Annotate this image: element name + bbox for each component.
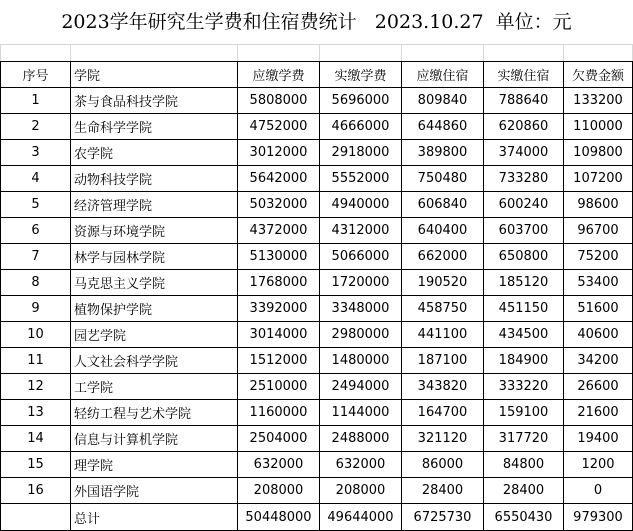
cell-housing-due[interactable]: 458750 (402, 296, 484, 322)
cell-tuition-due[interactable]: 3392000 (238, 296, 320, 322)
cell-housing-paid[interactable]: 6550430 (484, 504, 564, 531)
table-row (1, 478, 633, 504)
table-row (1, 166, 633, 192)
cell-tuition-due[interactable]: 5032000 (238, 192, 320, 218)
cell-housing-paid[interactable]: 451150 (484, 296, 564, 322)
cell-arrears[interactable]: 75200 (564, 244, 633, 270)
cell-tuition-due[interactable]: 1768000 (238, 270, 320, 296)
cell-tuition-due[interactable]: 5808000 (238, 88, 320, 114)
cell-index[interactable]: 7 (1, 244, 71, 270)
cell-index[interactable]: 11 (1, 348, 71, 374)
table-row (1, 192, 633, 218)
cell-housing-paid[interactable]: 733280 (484, 166, 564, 192)
table-row (1, 322, 633, 348)
cell-college[interactable]: 经济管理学院 (71, 192, 238, 218)
cell-housing-due[interactable]: 809840 (402, 88, 484, 114)
fee-table (0, 61, 633, 531)
cell-tuition-paid[interactable]: 4940000 (320, 192, 402, 218)
cell-tuition-paid[interactable]: 2918000 (320, 140, 402, 166)
cell-index[interactable] (1, 504, 71, 531)
cell-housing-due[interactable]: 187100 (402, 348, 484, 374)
cell-tuition-paid[interactable]: 5552000 (320, 166, 402, 192)
cell-arrears[interactable]: 34200 (564, 348, 633, 374)
cell-college[interactable]: 信息与计算机学院 (71, 426, 238, 452)
cell-index[interactable]: 15 (1, 452, 71, 478)
cell-tuition-due[interactable]: 5130000 (238, 244, 320, 270)
cell-housing-paid[interactable]: 317720 (484, 426, 564, 452)
cell-college[interactable]: 生命科学学院 (71, 114, 238, 140)
cell-tuition-due[interactable]: 1512000 (238, 348, 320, 374)
cell-housing-due[interactable]: 389800 (402, 140, 484, 166)
cell-tuition-paid[interactable]: 2980000 (320, 322, 402, 348)
cell-housing-paid[interactable]: 788640 (484, 88, 564, 114)
cell-tuition-due[interactable]: 632000 (238, 452, 320, 478)
cell-housing-paid[interactable]: 184900 (484, 348, 564, 374)
cell-arrears[interactable]: 133200 (564, 88, 633, 114)
cell-arrears[interactable]: 0 (564, 478, 633, 504)
cell-housing-due[interactable]: 750480 (402, 166, 484, 192)
table-row (1, 244, 633, 270)
cell-arrears[interactable]: 26600 (564, 374, 633, 400)
cell-housing-due[interactable]: 662000 (402, 244, 484, 270)
cell-tuition-due[interactable]: 2504000 (238, 426, 320, 452)
gridline (237, 45, 238, 62)
cell-college[interactable]: 理学院 (71, 452, 238, 478)
cell-housing-due[interactable]: 28400 (402, 478, 484, 504)
cell-college[interactable]: 林学与园林学院 (71, 244, 238, 270)
cell-index[interactable]: 6 (1, 218, 71, 244)
cell-college[interactable]: 马克思主义学院 (71, 270, 238, 296)
cell-housing-due[interactable]: 321120 (402, 426, 484, 452)
table-row (1, 452, 633, 478)
cell-tuition-due[interactable]: 208000 (238, 478, 320, 504)
cell-housing-due[interactable]: 343820 (402, 374, 484, 400)
cell-housing-paid[interactable]: 600240 (484, 192, 564, 218)
cell-housing-due[interactable]: 86000 (402, 452, 484, 478)
cell-arrears[interactable]: 979300 (564, 504, 633, 531)
cell-arrears[interactable]: 98600 (564, 192, 633, 218)
cell-college[interactable]: 资源与环境学院 (71, 218, 238, 244)
header-arrears[interactable]: 欠费金额 (564, 62, 633, 88)
cell-index[interactable]: 9 (1, 296, 71, 322)
cell-housing-due[interactable]: 164700 (402, 400, 484, 426)
cell-housing-due[interactable]: 6725730 (402, 504, 484, 531)
cell-arrears[interactable]: 40600 (564, 322, 633, 348)
gridline (70, 45, 71, 62)
total-row (1, 504, 633, 531)
cell-housing-paid[interactable]: 603700 (484, 218, 564, 244)
cell-housing-paid[interactable]: 374000 (484, 140, 564, 166)
cell-college[interactable]: 农学院 (71, 140, 238, 166)
cell-tuition-paid[interactable]: 1144000 (320, 400, 402, 426)
table-row (1, 114, 633, 140)
cell-arrears[interactable]: 1200 (564, 452, 633, 478)
cell-tuition-paid[interactable]: 1480000 (320, 348, 402, 374)
cell-index[interactable]: 8 (1, 270, 71, 296)
table-row (1, 270, 633, 296)
cell-tuition-paid[interactable]: 5066000 (320, 244, 402, 270)
table-row (1, 218, 633, 244)
gridline (0, 45, 1, 62)
cell-arrears[interactable]: 51600 (564, 296, 633, 322)
cell-arrears[interactable]: 110000 (564, 114, 633, 140)
header-tuition-due[interactable]: 应缴学费 (238, 62, 320, 88)
cell-arrears[interactable]: 109800 (564, 140, 633, 166)
cell-tuition-due[interactable]: 1160000 (238, 400, 320, 426)
blank-row (0, 44, 633, 62)
cell-housing-paid[interactable]: 28400 (484, 478, 564, 504)
cell-index[interactable]: 13 (1, 400, 71, 426)
cell-index[interactable]: 10 (1, 322, 71, 348)
cell-housing-paid[interactable]: 650800 (484, 244, 564, 270)
cell-arrears[interactable]: 96700 (564, 218, 633, 244)
header-college[interactable]: 学院 (71, 62, 238, 88)
cell-tuition-paid[interactable]: 1720000 (320, 270, 402, 296)
cell-college[interactable]: 工学院 (71, 374, 238, 400)
cell-housing-paid[interactable]: 159100 (484, 400, 564, 426)
cell-housing-due[interactable]: 644860 (402, 114, 484, 140)
sheet-title: 2023学年研究生学费和住宿费统计 2023.10.27 单位：元 (61, 11, 572, 33)
cell-tuition-due[interactable]: 2510000 (238, 374, 320, 400)
gridline (483, 45, 484, 62)
table-row (1, 296, 633, 322)
cell-housing-due[interactable]: 640400 (402, 218, 484, 244)
cell-housing-paid[interactable]: 333220 (484, 374, 564, 400)
cell-index[interactable]: 3 (1, 140, 71, 166)
cell-index[interactable]: 16 (1, 478, 71, 504)
table-row (1, 140, 633, 166)
cell-index[interactable]: 12 (1, 374, 71, 400)
cell-housing-paid[interactable]: 620860 (484, 114, 564, 140)
cell-housing-due[interactable]: 606840 (402, 192, 484, 218)
cell-tuition-paid[interactable]: 49644000 (320, 504, 402, 531)
cell-arrears[interactable]: 21600 (564, 400, 633, 426)
cell-college[interactable]: 人文社会科学学院 (71, 348, 238, 374)
cell-index[interactable]: 14 (1, 426, 71, 452)
cell-housing-due[interactable]: 190520 (402, 270, 484, 296)
cell-college[interactable]: 总计 (71, 504, 238, 531)
table-row (1, 374, 633, 400)
table-row (1, 88, 633, 114)
cell-tuition-paid[interactable]: 4312000 (320, 218, 402, 244)
cell-housing-paid[interactable]: 84800 (484, 452, 564, 478)
cell-index[interactable]: 5 (1, 192, 71, 218)
cell-index[interactable]: 4 (1, 166, 71, 192)
gridline (563, 45, 564, 62)
header-row (1, 62, 633, 88)
cell-housing-due[interactable]: 441100 (402, 322, 484, 348)
cell-college[interactable]: 茶与食品科技学院 (71, 88, 238, 114)
cell-college[interactable]: 外国语学院 (71, 478, 238, 504)
cell-tuition-paid[interactable]: 2494000 (320, 374, 402, 400)
cell-tuition-due[interactable]: 3014000 (238, 322, 320, 348)
table-row (1, 400, 633, 426)
cell-index[interactable]: 2 (1, 114, 71, 140)
header-index[interactable]: 序号 (1, 62, 71, 88)
cell-housing-paid[interactable]: 185120 (484, 270, 564, 296)
cell-tuition-due[interactable]: 4752000 (238, 114, 320, 140)
header-housing-paid[interactable]: 实缴住宿 (484, 62, 564, 88)
cell-college[interactable]: 轻纺工程与艺术学院 (71, 400, 238, 426)
cell-arrears[interactable]: 19400 (564, 426, 633, 452)
cell-index[interactable]: 1 (1, 88, 71, 114)
cell-tuition-due[interactable]: 5642000 (238, 166, 320, 192)
cell-tuition-due[interactable]: 50448000 (238, 504, 320, 531)
cell-tuition-paid[interactable]: 208000 (320, 478, 402, 504)
cell-arrears[interactable]: 53400 (564, 270, 633, 296)
gridline (401, 45, 402, 62)
cell-college[interactable]: 动物科技学院 (71, 166, 238, 192)
cell-college[interactable]: 植物保护学院 (71, 296, 238, 322)
header-housing-due[interactable]: 应缴住宿 (402, 62, 484, 88)
cell-tuition-paid[interactable]: 3348000 (320, 296, 402, 322)
cell-tuition-due[interactable]: 4372000 (238, 218, 320, 244)
cell-housing-paid[interactable]: 434500 (484, 322, 564, 348)
cell-tuition-paid[interactable]: 4666000 (320, 114, 402, 140)
cell-tuition-paid[interactable]: 2488000 (320, 426, 402, 452)
cell-tuition-due[interactable]: 3012000 (238, 140, 320, 166)
cell-tuition-paid[interactable]: 632000 (320, 452, 402, 478)
header-tuition-paid[interactable]: 实缴学费 (320, 62, 402, 88)
cell-tuition-paid[interactable]: 5696000 (320, 88, 402, 114)
cell-college[interactable]: 园艺学院 (71, 322, 238, 348)
table-row (1, 426, 633, 452)
cell-arrears[interactable]: 107200 (564, 166, 633, 192)
table-row (1, 348, 633, 374)
gridline (319, 45, 320, 62)
